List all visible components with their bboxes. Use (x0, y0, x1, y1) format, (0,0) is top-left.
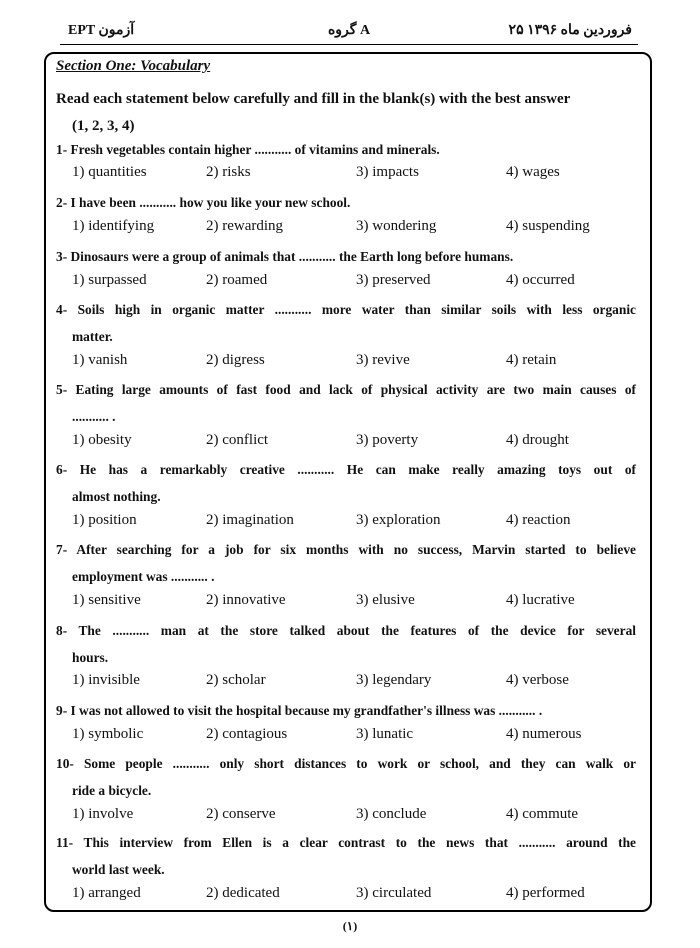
exam-date: ۲۵ فروردین ماه ۱۳۹۶ (508, 23, 632, 38)
question-text-continued: matter. (72, 329, 113, 344)
question-7 (56, 536, 636, 590)
option-1[interactable]: 1) obesity (72, 432, 132, 448)
option-2[interactable]: 2) imagination (206, 512, 294, 528)
option-2[interactable]: 2) rewarding (206, 218, 284, 234)
question-text-continued: world last week. (72, 862, 165, 877)
option-4[interactable]: 4) drought (506, 432, 569, 448)
instructions-line-1: Read each statement below carefully and fill in the blank(s) with the best answer (56, 91, 571, 107)
exam-title: EPT آزمون (68, 23, 135, 38)
question-text-continued: employment was ........... . (72, 569, 215, 584)
option-4[interactable]: 4) performed (506, 885, 585, 901)
option-3[interactable]: 3) lunatic (356, 726, 414, 742)
question-text: 11- This interview from Ellen is a clear contrast to the news that ........... around the (56, 835, 636, 850)
question-5 (56, 376, 636, 430)
option-1[interactable]: 1) sensitive (72, 592, 141, 608)
option-3[interactable]: 3) revive (356, 352, 410, 368)
option-4[interactable]: 4) numerous (506, 726, 582, 742)
option-2[interactable]: 2) conflict (206, 432, 269, 448)
question-8 (56, 617, 636, 671)
option-3[interactable]: 3) wondering (356, 218, 437, 234)
question-text: 10- Some people ........... only short distances to work or school, and they can walk or (56, 756, 636, 771)
question-text-continued: ride a bicycle. (72, 783, 152, 798)
question-6 (56, 456, 636, 510)
question-1 (56, 136, 636, 163)
option-2[interactable]: 2) conserve (206, 806, 276, 822)
option-1[interactable]: 1) vanish (72, 352, 128, 368)
option-2[interactable]: 2) contagious (206, 726, 288, 742)
question-text-continued: hours. (72, 650, 109, 665)
instructions-line-2: (1, 2, 3, 4) (72, 118, 135, 134)
option-2[interactable]: 2) scholar (206, 672, 266, 688)
option-3[interactable]: 3) circulated (356, 885, 432, 901)
option-2[interactable]: 2) innovative (206, 592, 286, 608)
header-divider (60, 44, 638, 45)
option-2[interactable]: 2) risks (206, 164, 251, 180)
option-3[interactable]: 3) impacts (356, 164, 419, 180)
option-1[interactable]: 1) involve (72, 806, 134, 822)
question-4-options (72, 352, 636, 376)
option-3[interactable]: 3) poverty (356, 432, 419, 448)
question-3 (56, 243, 636, 270)
option-4[interactable]: 4) suspending (506, 218, 590, 234)
page-number: (۱) (342, 919, 358, 933)
question-text: 6- He has a remarkably creative ........... He can make really amazing toys out of (56, 462, 636, 477)
option-1[interactable]: 1) position (72, 512, 137, 528)
question-11-options (72, 885, 636, 909)
option-3[interactable]: 3) preserved (356, 272, 431, 288)
option-3[interactable]: 3) exploration (356, 512, 441, 528)
option-3[interactable]: 3) elusive (356, 592, 415, 608)
question-text-continued: ........... . (72, 409, 116, 424)
option-1[interactable]: 1) invisible (72, 672, 140, 688)
option-1[interactable]: 1) surpassed (72, 272, 147, 288)
question-2-options (72, 218, 636, 242)
option-2[interactable]: 2) digress (206, 352, 265, 368)
option-1[interactable]: 1) identifying (72, 218, 155, 234)
question-text: 1- Fresh vegetables contain higher ........... of vitamins and minerals. (56, 142, 440, 157)
question-2 (56, 189, 636, 216)
option-4[interactable]: 4) reaction (506, 512, 571, 528)
question-10-options (72, 806, 636, 830)
question-text: 9- I was not allowed to visit the hospital because my grandfather's illness was ........... . (56, 703, 543, 718)
option-4[interactable]: 4) wages (506, 164, 560, 180)
question-1-options (72, 164, 636, 188)
question-9 (56, 697, 636, 724)
option-1[interactable]: 1) quantities (72, 164, 147, 180)
question-10 (56, 750, 636, 804)
question-text: 3- Dinosaurs were a group of animals that ........... the Earth long before humans. (56, 249, 514, 264)
question-text: 2- I have been ........... how you like your new school. (56, 195, 351, 210)
option-4[interactable]: 4) lucrative (506, 592, 575, 608)
question-text-continued: almost nothing. (72, 489, 161, 504)
option-3[interactable]: 3) conclude (356, 806, 427, 822)
question-7-options (72, 592, 636, 616)
question-11 (56, 829, 636, 883)
option-2[interactable]: 2) dedicated (206, 885, 280, 901)
option-1[interactable]: 1) symbolic (72, 726, 144, 742)
question-3-options (72, 272, 636, 296)
question-text: 4- Soils high in organic matter ........... more water than similar soils with less organic (56, 302, 636, 317)
question-8-options (72, 672, 636, 696)
option-3[interactable]: 3) legendary (356, 672, 432, 688)
instructions (56, 86, 636, 140)
option-4[interactable]: 4) occurred (506, 272, 575, 288)
question-5-options (72, 432, 636, 456)
option-4[interactable]: 4) verbose (506, 672, 569, 688)
page-header (60, 18, 638, 42)
option-4[interactable]: 4) commute (506, 806, 579, 822)
question-text: 8- The ........... man at the store talked about the features of the device for several (56, 623, 636, 638)
question-6-options (72, 512, 636, 536)
option-4[interactable]: 4) retain (506, 352, 557, 368)
question-4 (56, 296, 636, 350)
question-text: 5- Eating large amounts of fast food and lack of physical activity are two main causes of (56, 382, 636, 397)
question-9-options (72, 726, 636, 750)
group-label: گروه A (327, 23, 371, 38)
section-title: Section One: Vocabulary (56, 58, 211, 74)
option-2[interactable]: 2) roamed (206, 272, 268, 288)
question-text: 7- After searching for a job for six months with no success, Marvin started to believe (56, 542, 636, 557)
option-1[interactable]: 1) arranged (72, 885, 141, 901)
